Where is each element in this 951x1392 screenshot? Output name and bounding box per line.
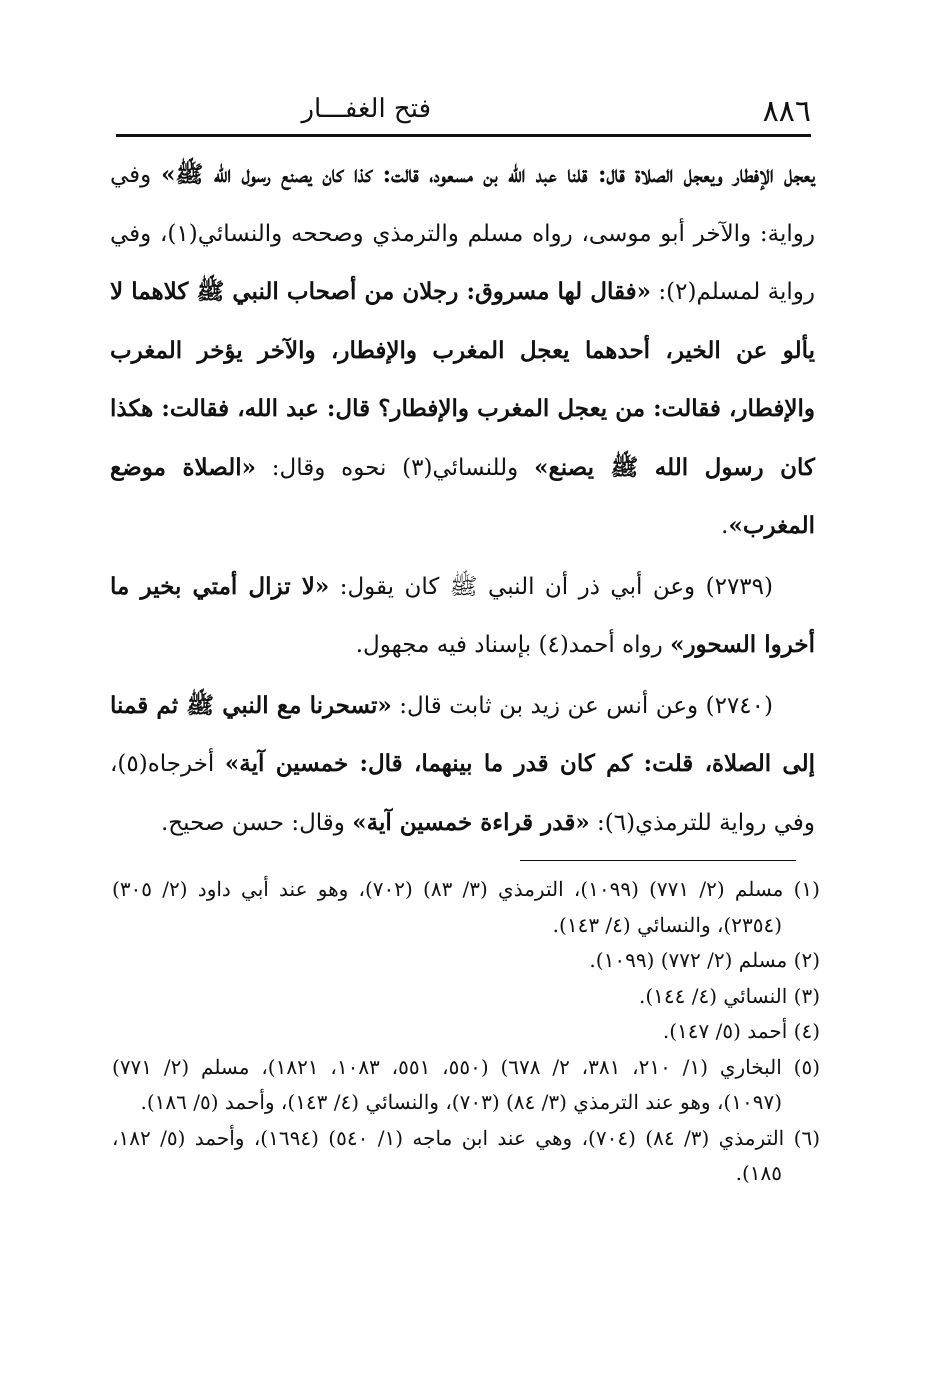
hadith-number: (٢٧٣٩) bbox=[705, 573, 773, 600]
hadith-quote: يعجل الإفطار ويعجل الصلاة قال: قلنا عبد الله بن مسعود، قالت: كذا كان يصنع رسول الله ﷺ» bbox=[161, 161, 815, 188]
footnote-separator bbox=[520, 860, 796, 861]
footnote-1: (١) مسلم (٢/ ٧٧١) (١٠٩٩)، الترمذي (٣/ ٨٣) (٧٠٢)، وهو عند أبي داود (٢/ ٣٠٥) (٢٣٥٤)، والنسائي (٤/ ١٤٣). bbox=[112, 877, 820, 937]
narration-chain: وعن أنس عن زيد بن ثابت قال: bbox=[391, 692, 706, 719]
hadith-number: (٢٧٤٠) bbox=[705, 692, 773, 719]
footnote-3: (٣) النسائي (٤/ ١٤٤). bbox=[638, 983, 820, 1008]
footnote-6: (٦) الترمذي (٣/ ٨٤) (٧٠٤)، وهي عند ابن ماجه (١/ ٥٤٠) (١٦٩٤)، وأحمد (٥/ ١٨٢، ١٨٥). bbox=[112, 1125, 820, 1185]
commentary-text: وقال: حسن صحيح. bbox=[161, 809, 353, 836]
footnote-2: (٢) مسلم (٢/ ٧٧٢) (١٠٩٩). bbox=[589, 948, 820, 972]
narration-chain: وعن أبي ذر أن النبي ﷺ كان يقول: bbox=[329, 573, 706, 600]
commentary-text: أخرجاه(٥)، وفي رواية للترمذي(٦): bbox=[110, 751, 815, 836]
hadith-quote: «فقال لها مسروق: رجلان من أصحاب النبي ﷺ كلاهما لا يألو عن الخير، أحدهما يعجل المغرب والإفطار، والآخر يؤخر المغرب والإفطار، فقالت: من يعجل المغرب والإفطار؟ قال: عبد الله، فقالت: هكذا كان رسول الله ﷺ يصنع» bbox=[110, 278, 815, 481]
hadith-quote: «لا تزال أمتي بخير ما أخروا السحور» bbox=[110, 572, 815, 658]
running-header bbox=[118, 92, 811, 132]
commentary-text: وفي رواية: والآخر أبو موسى، رواه مسلم والترمذي وصححه والنسائي(١)، وفي رواية لمسلم(٢): bbox=[110, 162, 815, 305]
hadith-quote: «الصلاة موضع المغرب» bbox=[110, 453, 815, 539]
book-title: فتح الغفـــار bbox=[301, 94, 431, 124]
footnote-4: (٤) أحمد (٥/ ١٤٧). bbox=[662, 1019, 820, 1043]
paragraph-hadith-2740 bbox=[110, 677, 815, 853]
hadith-quote: «قدر قراءة خمسين آية» bbox=[352, 808, 590, 836]
header-rule bbox=[116, 134, 811, 137]
hadith-quote: «تسحرنا مع النبي ﷺ ثم قمنا إلى الصلاة، قلت: كم كان قدر ما بينهما، قال: خمسين آية» bbox=[110, 691, 815, 777]
commentary-text: رواه أحمد(٤) بإسناد فيه مجهول. bbox=[355, 632, 671, 658]
footnote-5: (٥) البخاري (١/ ٢١٠، ٣٨١، ٢/ ٦٧٨) (٥٥٠، ٥٥١، ١٠٨٣، ١٨٢١)، مسلم (٢/ ٧٧١) (١٠٩٧)، وهو عند الترمذي (٣/ ٨٤) (٧٠٣)، والنسائي (٤/ ١٤٣)، وأحمد (٥/ ١٨٦). bbox=[112, 1054, 821, 1114]
punctuation: . bbox=[721, 513, 729, 539]
footnotes bbox=[112, 872, 820, 1192]
paragraph-hadith-continuation bbox=[110, 146, 815, 556]
page-number: ٨٨٦ bbox=[762, 94, 811, 129]
paragraph-hadith-2739 bbox=[110, 558, 815, 675]
commentary-text: وللنسائي(٣) نحوه وقال: bbox=[255, 454, 535, 481]
main-text bbox=[110, 146, 815, 852]
